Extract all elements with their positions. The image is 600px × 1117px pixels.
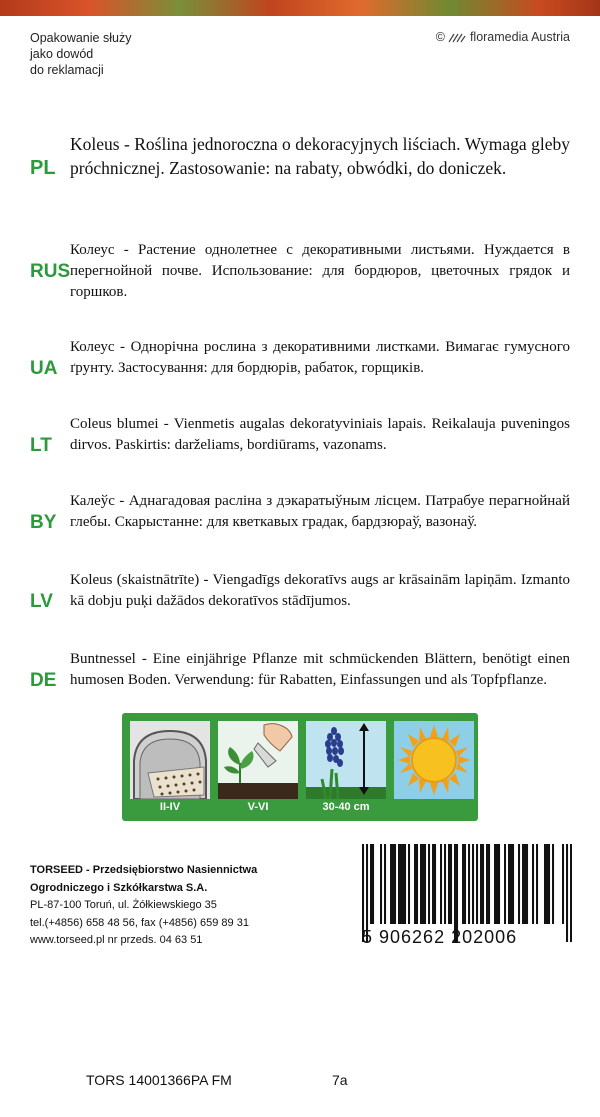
plant-name: Koleus (skaistnātrīte) bbox=[70, 572, 200, 588]
barcode-bar bbox=[404, 844, 406, 924]
description-de bbox=[30, 649, 570, 692]
floramedia-logo-icon bbox=[448, 33, 466, 43]
barcode-bar bbox=[416, 844, 418, 924]
barcode-bar bbox=[432, 844, 434, 924]
description-text: - Roślina jednoroczna o dekoracyjnych liściach. Wymaga gleby próchnicznej. Zastosowanie: na rabaty, obwódki, do doniczek. bbox=[70, 134, 570, 178]
product-code: TORS 14001366PA FM bbox=[86, 1072, 232, 1088]
notice-line: jako dowód bbox=[30, 47, 94, 61]
barcode-bar bbox=[380, 844, 382, 924]
lang-code: LV bbox=[30, 591, 53, 612]
barcode-bar bbox=[428, 844, 430, 924]
barcode-bar bbox=[472, 844, 474, 924]
barcode-bar bbox=[496, 844, 498, 924]
barcode-bar bbox=[488, 844, 490, 924]
barcode-bar bbox=[486, 844, 488, 924]
barcode-bar bbox=[402, 844, 404, 924]
barcode-bar bbox=[524, 844, 526, 924]
barcode-bar bbox=[390, 844, 392, 924]
barcode-bar bbox=[408, 844, 410, 924]
copyright-symbol: © bbox=[435, 30, 445, 44]
barcode-bar bbox=[422, 844, 424, 924]
lang-code: LT bbox=[30, 435, 52, 456]
description-lv bbox=[30, 570, 570, 613]
company-name-line: Ogrodniczego i Szkółkarstwa S.A. bbox=[30, 881, 208, 894]
barcode-bar bbox=[482, 844, 484, 924]
lang-code: RUS bbox=[30, 261, 71, 282]
barcode-bar bbox=[414, 844, 416, 924]
description-by bbox=[30, 491, 570, 534]
description-lt bbox=[30, 414, 570, 457]
barcode-bar bbox=[544, 844, 546, 924]
description-text: - Vienmetis augalas dekoratyviniais lapais. Reikalauja puveningos dirvos. Paskirtis: darželiams, bordiūrams, vazonams. bbox=[70, 416, 570, 453]
barcode-bar bbox=[494, 844, 496, 924]
plant-height-icon bbox=[306, 721, 386, 799]
barcode-bar bbox=[508, 844, 510, 924]
barcode-bar bbox=[398, 844, 400, 924]
description-ua bbox=[30, 337, 570, 380]
barcode-bar bbox=[444, 844, 446, 924]
barcode-bar bbox=[518, 844, 520, 924]
barcode-bar bbox=[480, 844, 482, 924]
barcode-bar bbox=[546, 844, 548, 924]
sowing-period-label: II-IV bbox=[159, 801, 181, 813]
cultivation-icon-strip bbox=[122, 713, 478, 821]
barcode-bar bbox=[522, 844, 524, 924]
barcode-bar bbox=[400, 844, 402, 924]
description-text: - Растение однолетнее с декоративными листьями. Нуждается в перегнойной почве. Использование: для бордюров, цветочных грядок и горшков. bbox=[70, 242, 570, 300]
barcode-bar bbox=[462, 844, 464, 924]
company-website: www.torseed.pl nr przeds. 04 63 51 bbox=[30, 934, 203, 946]
barcode-bar bbox=[420, 844, 422, 924]
description-pl bbox=[30, 132, 570, 180]
plant-name: Buntnessel bbox=[70, 651, 136, 667]
planting-period-label: V-VI bbox=[247, 801, 269, 813]
barcode-bar bbox=[450, 844, 452, 924]
barcode-digits: 5 906262 202006 bbox=[362, 927, 518, 947]
barcode-bar bbox=[510, 844, 512, 924]
barcode-bar bbox=[536, 844, 538, 924]
planting-out-icon bbox=[218, 721, 298, 799]
lang-code: UA bbox=[30, 358, 58, 379]
brand-name: floramedia Austria bbox=[469, 30, 570, 44]
greenhouse-sowing-icon bbox=[130, 721, 210, 799]
top-photo-strip bbox=[0, 0, 600, 16]
barcode-bar bbox=[392, 844, 394, 924]
page-number: 7a bbox=[332, 1072, 348, 1088]
brand-credit bbox=[436, 30, 570, 44]
barcode-bar bbox=[464, 844, 466, 924]
barcode-bar bbox=[526, 844, 528, 924]
barcode-bar bbox=[434, 844, 436, 924]
plant-name: Koleus bbox=[70, 134, 120, 154]
lang-code: DE bbox=[30, 670, 57, 691]
barcode-bar bbox=[384, 844, 386, 924]
description-text: - Однорічна рослина з декоративними листками. Вимагає гумусного ґрунту. Застосування: для бордюрів, рабаток, горщиків. bbox=[70, 339, 570, 376]
plant-name: Колеус bbox=[70, 339, 115, 355]
barcode-bar bbox=[562, 844, 564, 924]
company-name-line: TORSEED - Przedsiębiorstwo Nasiennictwa bbox=[30, 864, 258, 876]
barcode-bar bbox=[476, 844, 478, 924]
plant-name: Колеус bbox=[70, 242, 115, 258]
barcode-bar bbox=[548, 844, 550, 924]
barcode-bar bbox=[372, 844, 374, 924]
sun-icon bbox=[394, 721, 474, 799]
lang-code: PL bbox=[30, 157, 56, 179]
company-phone-fax: tel.(+4856) 658 48 56, fax (+4856) 659 89 31 bbox=[30, 916, 249, 929]
description-text: - Аднагадовая расліна з дэкаратыўным лісцем. Патрабуе перагнойнай глебы. Скарыстанне: для кветкавых градак, бардзюраў, вазонаў. bbox=[70, 493, 570, 530]
barcode-bar bbox=[498, 844, 500, 924]
barcode-bar bbox=[468, 844, 470, 924]
description-text: - Viengadīgs dekoratīvs augs ar krāsainām lapiņām. Izmanto kā dobju puķi dažādos dekoratīvos stādījumos. bbox=[70, 572, 570, 609]
complaint-notice bbox=[30, 30, 230, 78]
barcode-bar bbox=[424, 844, 426, 924]
lang-code: BY bbox=[30, 512, 57, 533]
company-info bbox=[30, 862, 340, 950]
notice-line: do reklamacji bbox=[30, 63, 104, 77]
notice-line: Opakowanie służy bbox=[30, 31, 132, 45]
barcode-bar bbox=[394, 844, 396, 924]
barcode-bar bbox=[552, 844, 554, 924]
barcode-bar bbox=[448, 844, 450, 924]
barcode-bar bbox=[504, 844, 506, 924]
description-text: - Eine einjährige Pflanze mit schmückenden Blättern, benötigt einen humosen Boden. Verwendung: für Rabatten, Einfassungen und als Topfpflanze. bbox=[70, 651, 570, 688]
barcode-bar bbox=[532, 844, 534, 924]
description-rus bbox=[30, 240, 570, 303]
company-address: PL-87-100 Toruń, ul. Żółkiewskiego 35 bbox=[30, 899, 217, 911]
barcode-bar bbox=[370, 844, 372, 924]
barcode-bar bbox=[512, 844, 514, 924]
barcode-bar bbox=[440, 844, 442, 924]
plant-name: Coleus blumei bbox=[70, 416, 159, 432]
plant-name: Калеўс bbox=[70, 493, 115, 509]
height-label: 30-40 cm bbox=[322, 801, 370, 813]
